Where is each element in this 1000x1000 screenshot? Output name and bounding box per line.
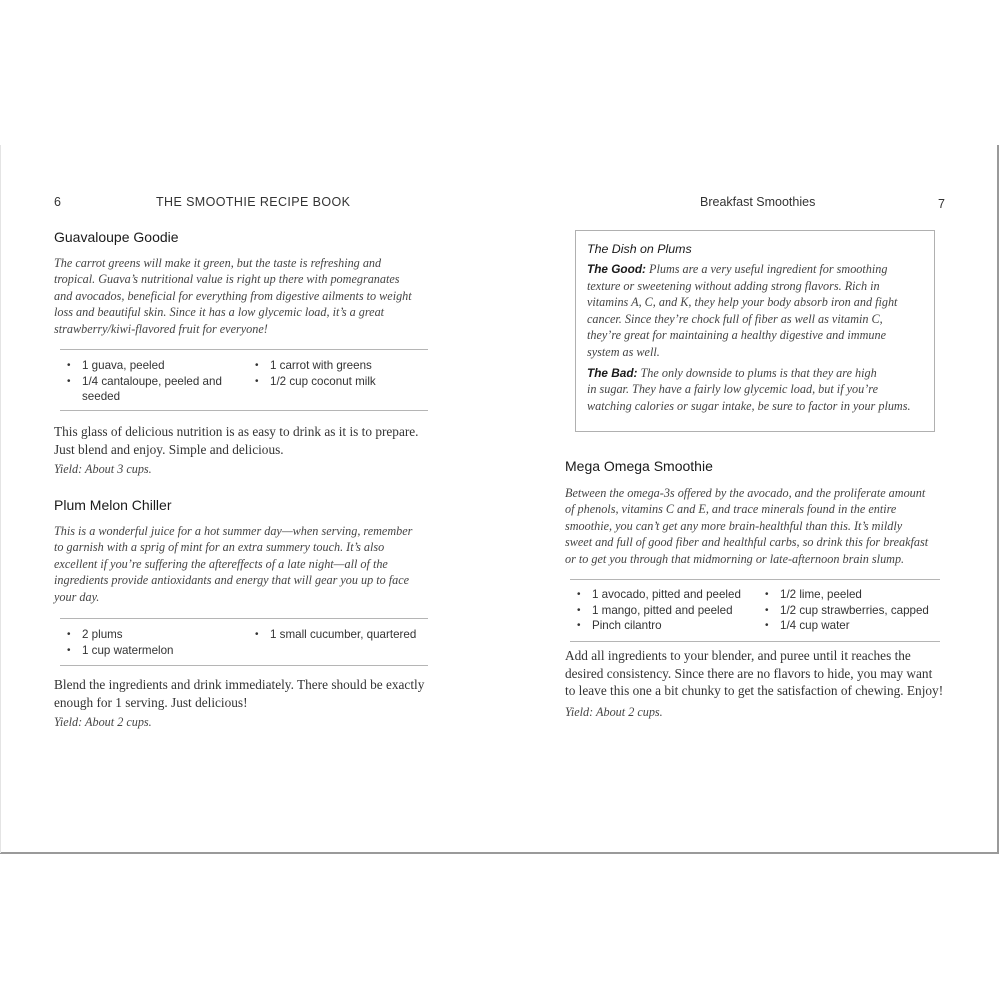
intro-line: and avocados, beneficial for everything from digestive ailments to weight [54,288,412,303]
intro-line: Between the omega-3s offered by the avocado, and the proliferate amount [565,486,926,500]
page-number-left: 6 [54,195,61,209]
ingredient-item: • 1/2 cup strawberries, capped [758,603,929,619]
ingredients-column [60,627,248,665]
sidebar-line: system as well. [587,344,660,359]
recipe-yield: Yield: About 2 cups. [54,715,152,729]
recipe-directions [565,647,985,700]
ingredients-list [570,579,940,642]
intro-line: sweet and full of good fiber and healthful carbs, so drink this for breakfast [565,535,929,550]
recipe-intro [565,485,985,567]
recipe-title: Plum Melon Chiller [54,497,172,513]
intro-line: your day. [54,589,100,604]
sidebar-good-label: The Good: [587,262,646,276]
ingredients-list [60,349,428,411]
intro-line: This is a wonderful juice for a hot summer day—when serving, remember [54,524,413,538]
running-head-left: THE SMOOTHIE RECIPE BOOK [156,195,351,209]
recipe-title: Mega Omega Smoothie [565,458,713,474]
directions-line: Add all ingredients to your blender, and puree until it reaches the [565,648,911,663]
ingredient-item: • Pinch cilantro [570,618,758,634]
intro-line: tropical. Guava’s nutritional value is right up there with pomegranates [54,272,400,287]
recipe-directions [54,423,464,458]
ingredient-item: • 1 small cucumber, quartered [248,627,416,643]
directions-line: Just blend and enjoy. Simple and delicious. [54,441,284,457]
directions-line: to leave this one a bit chunky to get the satisfaction of chewing. Enjoy! [565,683,944,698]
directions-line: This glass of delicious nutrition is as easy to drink as it is to prepare. [54,424,419,439]
intro-line: to garnish with a sprig of mint for an extra summery touch. It’s also [54,540,385,555]
ingredients-list [60,618,428,666]
directions-line: Blend the ingredients and drink immediately. There should be exactly [54,677,425,692]
sidebar-line: vitamins A, C, and K, they help your body absorb iron and fight [587,295,898,310]
page-edge [0,145,1,853]
ingredient-item: • 1 avocado, pitted and peeled [570,587,758,603]
recipe-directions [54,676,464,711]
sidebar-line: in sugar. They have a fairly low glycemic load, but if you’re [587,382,878,397]
sidebar-box [575,230,935,432]
ingredient-item: • 1/4 cup water [758,618,929,634]
recipe-intro [54,255,454,337]
intro-line: strawberry/kiwi-flavored fruit for everyone! [54,321,268,336]
sidebar-line: watching calories or sugar intake, be sure to factor in your plums. [587,398,911,413]
sidebar-line: they’re great for maintaining a healthy digestive and immune [587,328,886,343]
ingredient-item: • 1 guava, peeled [60,358,248,374]
ingredient-item: • 1/2 cup coconut milk [248,374,376,390]
ingredients-column [570,587,758,641]
intro-line: of phenols, vitamins C and E, and trace minerals found in the entire [565,502,897,517]
ingredient-item: • 1/2 lime, peeled [758,587,929,603]
directions-line: desired consistency. Since there are no flavors to hide, you may want [565,665,933,681]
recipe-yield: Yield: About 3 cups. [54,462,152,476]
ingredient-item: • 2 plums [60,627,248,643]
sidebar-title: The Dish on Plums [587,242,692,256]
recipe-title: Guavaloupe Goodie [54,229,179,245]
intro-line: smoothie, you can’t get any more brain-healthful than this. It’s mildly [565,518,903,533]
sidebar-good [587,261,923,361]
ingredients-column [248,627,416,665]
ingredients-column [60,358,248,410]
ingredient-item: • 1 cup watermelon [60,643,248,659]
sidebar-line: Plums are a very useful ingredient for smoothing [649,262,888,276]
sidebar-bad [587,365,923,415]
intro-line: loss and beautiful skin. Since it has a low glycemic load, it’s a great [54,305,385,320]
ingredient-item: • 1 mango, pitted and peeled [570,603,758,619]
page-number-right: 7 [938,197,945,211]
intro-line: excellent if you’re suffering the aftereffects of a late night—all of the [54,556,388,571]
sidebar-bad-label: The Bad: [587,365,638,380]
sidebar-line: The only downside to plums is that they are high [640,365,877,380]
sidebar-line: cancer. Since they’re chock full of fiber as well as vitamin C, [587,311,883,326]
running-head-right: Breakfast Smoothies [700,195,816,209]
sidebar-line: texture or sweetening without adding strong flavors. Rich in [587,278,880,293]
recipe-intro [54,523,464,605]
intro-line: The carrot greens will make it green, but the taste is refreshing and [54,256,382,270]
ingredient-item: • 1 carrot with greens [248,358,376,374]
directions-line: enough for 1 serving. Just delicious! [54,694,248,710]
intro-line: ingredients provide antioxidants and energy that will gear you up to face [54,573,410,588]
ingredients-column [758,587,929,641]
intro-line: or to get you through that midmorning or late-afternoon brain slump. [565,551,905,566]
ingredients-column [248,358,376,410]
ingredient-item: • 1/4 cantaloupe, peeled and seeded [60,374,222,405]
recipe-yield: Yield: About 2 cups. [565,705,663,719]
